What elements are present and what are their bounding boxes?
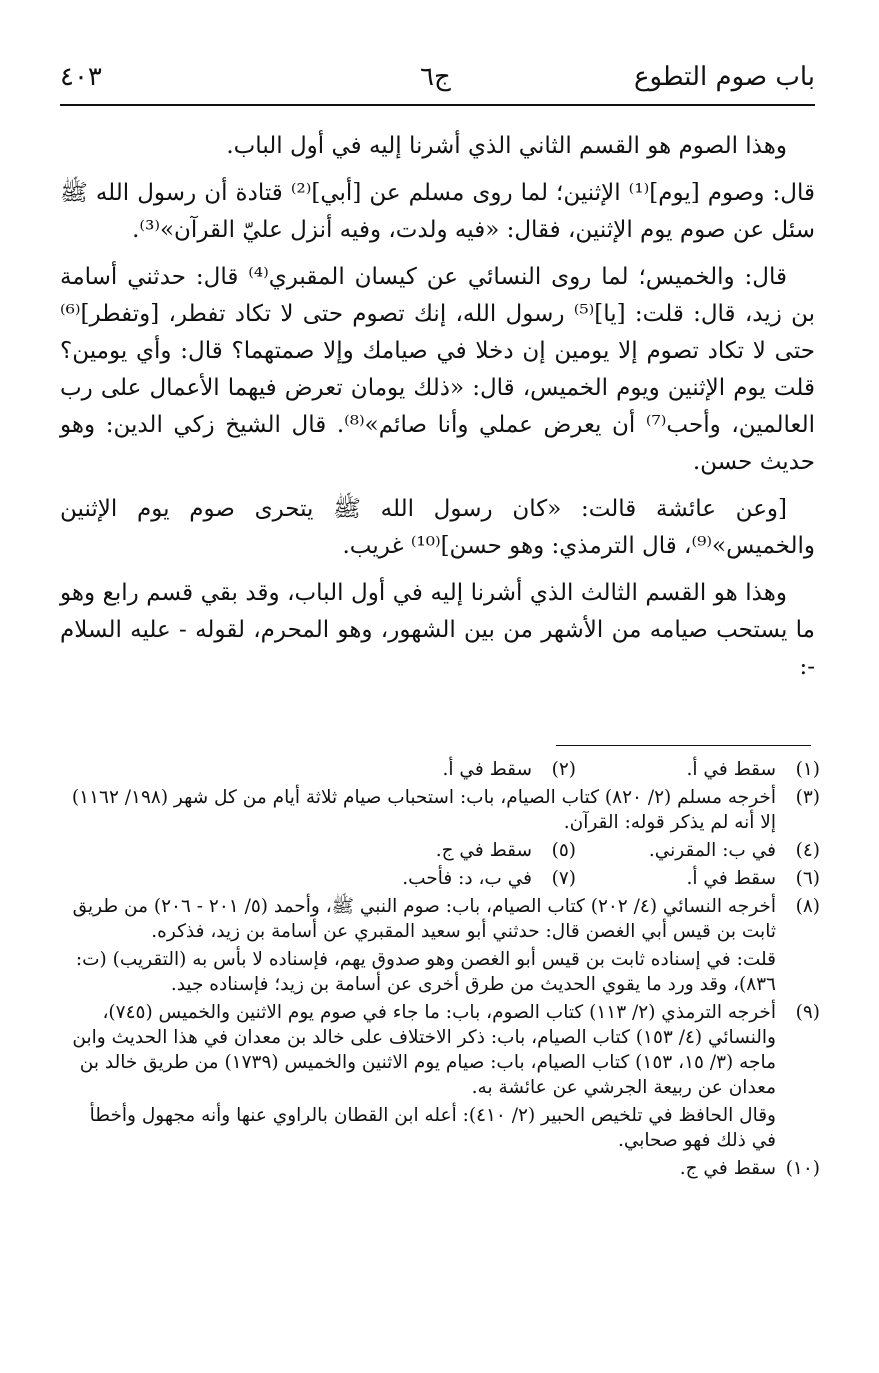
footnote-text: سقط في ج.	[679, 1158, 776, 1179]
chapter-title: باب صوم التطوع	[633, 62, 815, 92]
running-header	[60, 58, 815, 98]
footnote-number: (١٠)	[785, 1158, 820, 1179]
footnote-text: سقط في أ.	[686, 868, 776, 889]
header-rule	[60, 104, 815, 106]
main-text	[60, 128, 815, 696]
footnote-number: (٤)	[795, 840, 820, 861]
footnote-text: سقط في أ.	[442, 759, 532, 780]
footnotes	[60, 757, 820, 1184]
footnote-text: في ب: المقرني.	[648, 840, 776, 861]
footnote-number: (٨)	[795, 896, 820, 917]
footnote-number: (٥)	[551, 840, 576, 861]
footnote-number: (٢)	[551, 759, 576, 780]
paragraph-1: وهذا الصوم هو القسم الثاني الذي أشرنا إليه في أول الباب.	[226, 133, 787, 159]
footnote-number: (١)	[795, 759, 820, 780]
footnote-7	[402, 866, 576, 891]
footnote-number: (٩)	[795, 1002, 820, 1023]
footnote-text: سقط في أ.	[686, 759, 776, 780]
footnote-10	[60, 1156, 820, 1181]
footnote-5	[436, 838, 576, 863]
footnote-row	[60, 757, 820, 785]
paragraph-4: [وعن عائشة قالت: «كان رسول الله ﷺ يتحرى صوم يوم الإثنين والخميس»⁽⁹⁾، قال الترمذي: وهو حسن]⁽¹⁰⁾ غريب.	[60, 496, 815, 559]
footnote-6	[576, 866, 820, 891]
footnote-4	[576, 838, 820, 863]
footnote-row	[60, 838, 820, 866]
footnote-number: (٦)	[795, 868, 820, 889]
footnote-text: أخرجه النسائي (٤/ ٢٠٢) كتاب الصيام، باب: صوم النبي ﷺ، وأحمد (٥/ ٢٠١ - ٢٠٦) من طريق ثابت بن قيس أبي الغصن قال: حدثني أبو سعيد المقبري عن أسامة بن زيد، فذكره.	[72, 896, 776, 942]
footnote-text: أخرجه مسلم (٢/ ٨٢٠) كتاب الصيام، باب: استحباب صيام ثلاثة أيام من كل شهر (١٩٨/ ١١٦٢) إلا أنه لم يذكر قوله: القرآن.	[71, 787, 776, 833]
footnote-text: سقط في ج.	[435, 840, 532, 861]
footnote-8	[60, 894, 820, 944]
footnote-rule	[556, 745, 811, 746]
footnote-1	[576, 757, 820, 782]
footnote-number: (٧)	[551, 868, 576, 889]
volume-label: ج٦	[420, 62, 451, 92]
page-number: ٤٠٣	[60, 62, 102, 92]
footnote-3	[60, 785, 820, 835]
footnote-9	[60, 1000, 820, 1100]
footnote-text: في ب، د: فأحب.	[402, 868, 532, 889]
footnote-9-continuation: وقال الحافظ في تلخيص الحبير (٢/ ٤١٠): أعله ابن القطان بالراوي عنها وأنه مجهول وأخطأ في ذلك فهو صحابي.	[89, 1105, 776, 1151]
footnote-8-continuation: قلت: في إسناده ثابت بن قيس أبو الغصن وهو صدوق يهم، فإسناده لا بأس به (التقريب) (ت: ٨٣٦)، وقد ورد ما يقوي الحديث من طرق أخرى عن أسامة بن زيد؛ فإسناده جيد.	[75, 949, 776, 995]
paragraph-5: وهذا هو القسم الثالث الذي أشرنا إليه في أول الباب، وقد بقي قسم رابع وهو ما يستحب صيامه من الأشهر من بين الشهور، وهو المحرم، لقوله - عليه السلام -:	[60, 580, 815, 680]
footnote-row	[60, 866, 820, 894]
footnote-2	[443, 757, 576, 782]
paragraph-3: قال: والخميس؛ لما روى النسائي عن كيسان المقبري⁽⁴⁾ قال: حدثني أسامة بن زيد، قال: قلت: [يا]⁽⁵⁾ رسول الله، إنك تصوم حتى لا تكاد تفطر، [وتفطر]⁽⁶⁾ حتى لا تكاد تصوم إلا يومين إن دخلا في صيامك وإلا صمتهما؟ قال: وأي يومين؟ قلت يوم الإثنين ويوم الخميس، قال: «ذلك يومان تعرض فيهما الأعمال على رب العالمين، وأحب⁽⁷⁾ أن يعرض عملي وأنا صائم»⁽⁸⁾. قال الشيخ زكي الدين: وهو حديث حسن.	[60, 264, 815, 475]
footnote-number: (٣)	[795, 787, 820, 808]
paragraph-2: قال: وصوم [يوم]⁽¹⁾ الإثنين؛ لما روى مسلم عن [أبي]⁽²⁾ قتادة أن رسول الله ﷺ سئل عن صوم يوم الإثنين، فقال: «فيه ولدت، وفيه أنزل عليّ القرآن»⁽³⁾.	[60, 180, 816, 243]
footnote-text: أخرجه الترمذي (٢/ ١١٣) كتاب الصوم، باب: ما جاء في صوم يوم الاثنين والخميس (٧٤٥)، والنسائي (٤/ ١٥٣) كتاب الصيام، باب: ذكر الاختلاف على خالد بن معدان في هذا الحديث وابن ماجه (٣/ ١٥، ١٥٣) كتاب الصيام، باب: صيام يوم الاثنين والخميس (١٧٣٩) من طريق خالد بن معدان عن ربيعة الجرشي عن عائشة به.	[72, 1002, 776, 1098]
